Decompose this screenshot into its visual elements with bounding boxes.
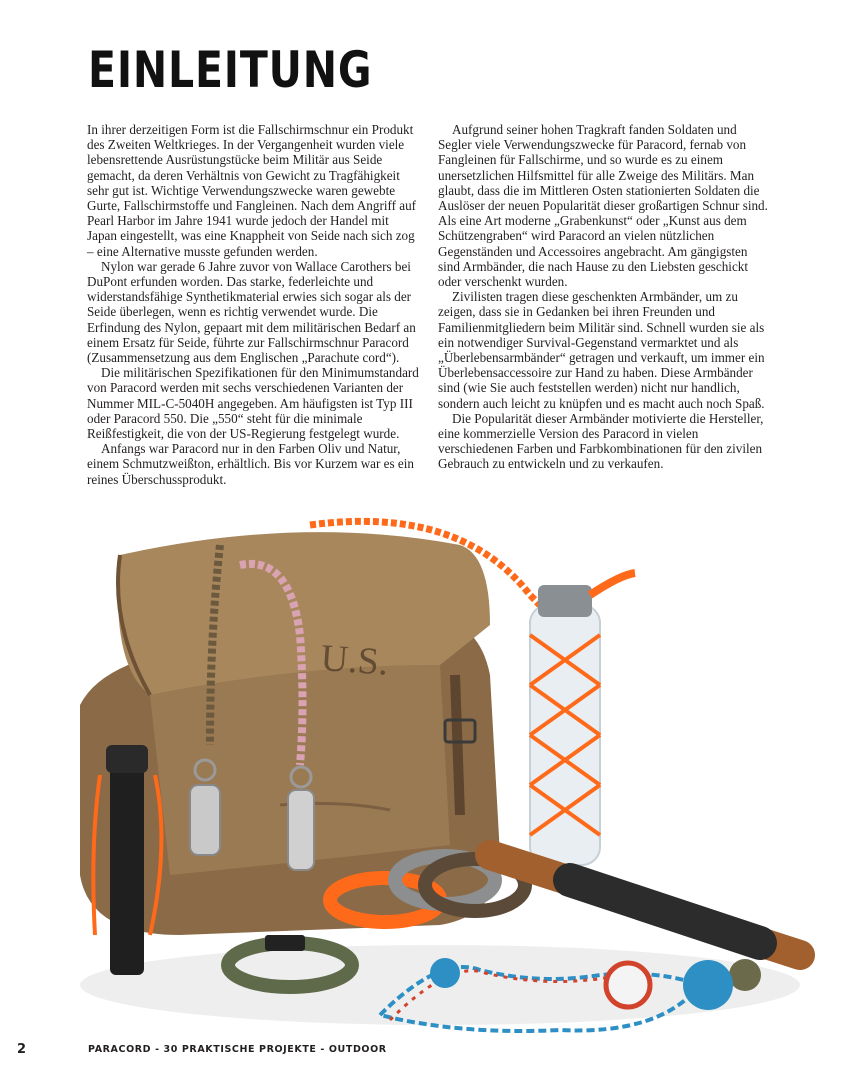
page-number: 2 [17, 1042, 27, 1057]
water-bottle [530, 573, 635, 865]
right-text-column [438, 122, 771, 472]
paracord-gear-photo [60, 515, 820, 1035]
paragraph: In ihrer derzeitigen Form ist die Fallschirmschnur ein Produkt des Zweiten Weltkrieges. In der Vergangenheit wurden viele lebensrettende Ausrüstungstücke beim Militär aus Seide gemacht, da deren Verhältnis von Gewicht zu Tragfähigkeit sehr gut ist. Wichtige Verwendungszwecke waren gewebte Gurte, Fallschirmstoffe und Fangleinen. Nach dem Angriff auf Pearl Harbor im Jahre 1941 wurde jedoch der Handel mit Japan eingestellt, was eine Knappheit von Seide nach sich zog – eine Alternative musste gefunden werden. [87, 122, 417, 259]
paragraph: Die militärischen Spezifikationen für den Minimumstandard von Paracord werden mit sechs verschiedenen Varianten der Nummer MIL-C-5040H angegeben. Am häufigsten ist Typ III oder Paracord 550. Die „550“ steht für die minimale Reißfestigkeit, die von der US-Regierung festgelegt wurde. [87, 365, 419, 442]
whistle-icon [288, 790, 314, 870]
running-head: PARACORD - 30 PRAKTISCHE PROJEKTE - OUTDOOR [88, 1044, 387, 1055]
paragraph: Zivilisten tragen diese geschenkten Armbänder, um zu zeigen, dass sie in Gedanken bei ihren Freunden und Familienmitgliedern beim Militär sind. Schnell wurden sie als ein notwendiger Survival-Gegenstand vermarktet und als „Überlebensarmbänder“ getragen und verkauft, um immer ein Überlebensaccessoire zur Hand zu haben. Diese Armbänder sind (wie Sie auch feststellen werden) nicht nur handlich, sondern auch leicht zu knüpfen und es macht auch noch Spaß. [438, 289, 765, 411]
monkey-fist-knot [683, 960, 733, 1010]
monkey-fist-knot [430, 958, 460, 988]
monkey-fist-knot [729, 959, 761, 991]
paragraph: Aufgrund seiner hohen Tragkraft fanden Soldaten und Segler viele Verwendungszwecke für Paracord, fernab von Fangleinen für Fallschirme, und so wurde es zu einem unersetzlichen Hilfsmittel für alle Zweige des Militärs. Man glaubt, dass die im Mittleren Osten stationierten Soldaten die Auslöser der neuen Popularität dieser großartigen Schnur sind. Als eine Art moderne „Grabenkunst“ oder „Kunst aus dem Schützengraben“ wird Paracord an vielen nützlichen Gegenständen und Accessoires angebracht. Am gängigsten sind Armbänder, die nach Hause zu den Liebsten geschickt oder verschenkt wurden. [438, 122, 768, 290]
page-title: EINLEITUNG [88, 41, 373, 99]
paragraph: Nylon war gerade 6 Jahre zuvor von Wallace Carothers bei DuPont erfunden worden. Das starke, federleichte und widerstandsfähige Synthetikmaterial erwies sich sogar als der Seide überlegen, wenn es richtig verwendet wurde. Die Erfindung des Nylon, gepaart mit dem militärischen Bedarf an einem Ersatz für Seide, führte zur Fallschirmschnur Paracord (Zusammensetzung aus dem Englischen „Parachute cord“). [87, 258, 416, 366]
bag-stamp-text: U.S. [319, 637, 390, 684]
paragraph: Anfangs war Paracord nur in den Farben Oliv und Natur, einem Schmutzweißton, erhältlich. Bis vor Kurzem war es ein reines Überschussprodukt. [87, 441, 414, 487]
whistle-icon [190, 785, 220, 855]
footer [0, 1042, 841, 1062]
paragraph: Die Popularität dieser Armbänder motivierte die Hersteller, eine kommerzielle Version des Paracord in vielen verschiedenen Farben und Farbkombinationen für den zivilen Gebrauch zu entwickeln und zu verkaufen. [438, 410, 764, 472]
monkey-fist-knot [606, 963, 650, 1007]
left-text-column [87, 122, 420, 487]
